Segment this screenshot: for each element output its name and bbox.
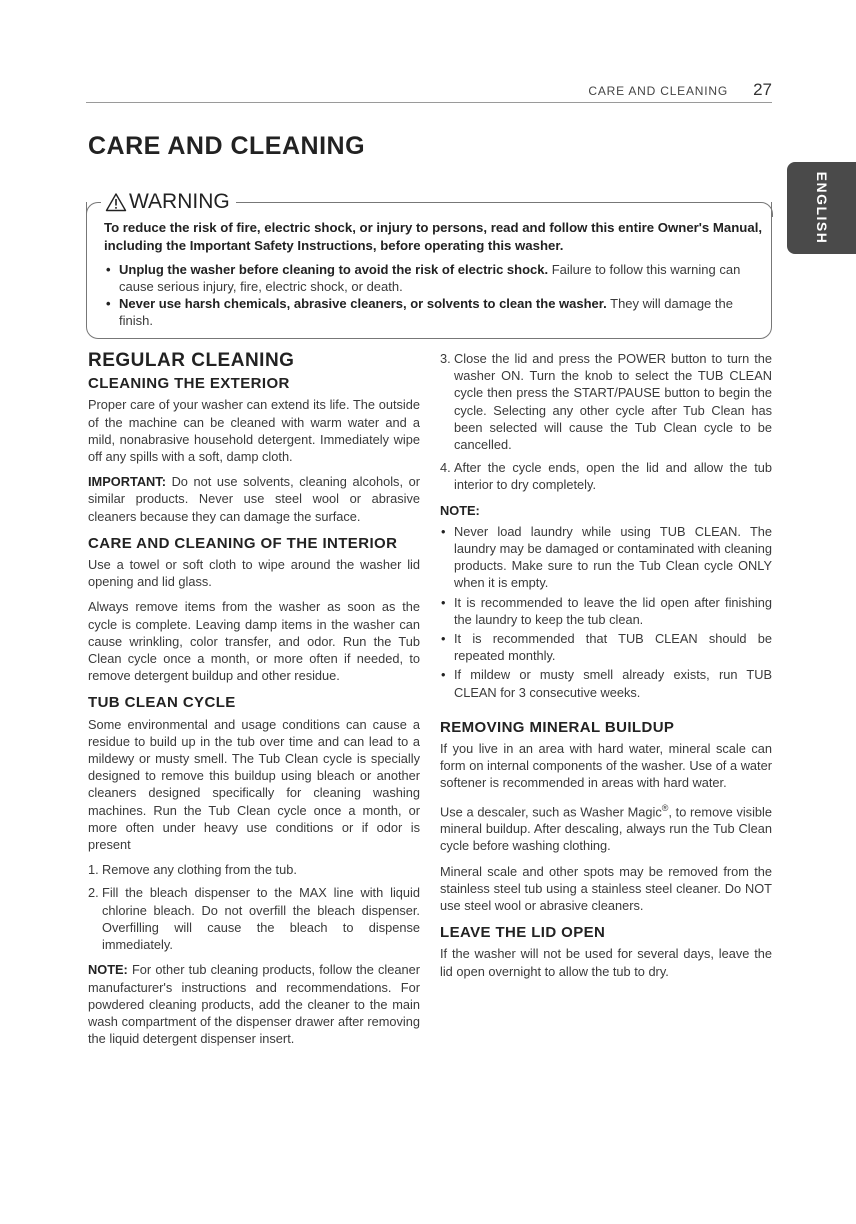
- warning-list: [104, 261, 764, 329]
- tub-clean-note: NOTE: For other tub cleaning products, follow the cleaner manufacturer's instructions and recommendations. For powdered cleaning products, add the cleaner to the main wash compartment of the dispenser drawer after removing the liquid detergent dispenser insert.: [88, 962, 420, 1047]
- warning-triangle-icon: [105, 192, 127, 212]
- tub-clean-steps-continued: [440, 350, 772, 494]
- list-item: 4. After the cycle ends, open the lid and allow the tub interior to dry completely.: [440, 460, 772, 493]
- warning-title-text: WARNING: [129, 190, 230, 213]
- list-item: • If mildew or musty smell already exists, run TUB CLEAN for 3 consecutive weeks.: [440, 666, 772, 700]
- mineral-buildup-heading: REMOVING MINERAL BUILDUP: [440, 718, 675, 736]
- mineral-paragraph-1: If you live in an area with hard water, mineral scale can form on internal components of the washer. Use of a water softener is recommended in areas with hard water.: [440, 741, 772, 791]
- interior-paragraph-1: Use a towel or soft cloth to wipe around the washer lid opening and lid glass.: [88, 557, 420, 590]
- exterior-paragraph: Proper care of your washer can extend its life. The outside of the machine can be cleaned with warm water and a mild, nonabrasive household detergent. Immediately wipe off any spills with a soft, damp cloth.: [88, 397, 420, 465]
- important-paragraph: IMPORTANT: Do not use solvents, cleaning alcohols, or similar products. Never use steel wool or abrasive cleaners because they can damage the surface.: [88, 474, 420, 524]
- exterior-heading: CLEANING THE EXTERIOR: [88, 375, 290, 393]
- list-item: • It is recommended to leave the lid open after finishing the laundry to keep the tub clean.: [440, 594, 772, 628]
- list-item: 2. Fill the bleach dispenser to the MAX line with liquid chlorine bleach. Do not overfill the bleach dispenser. Overfilling will cause the bleach to dispense immediately.: [88, 885, 420, 953]
- mineral-paragraph-3: Mineral scale and other spots may be removed from the stainless steel tub using a stainless steel cleaner. Do NOT use steel wool or abrasive cleaners.: [440, 863, 772, 913]
- regular-cleaning-heading: REGULAR CLEANING: [88, 350, 295, 371]
- header-section-title: CARE AND CLEANING: [588, 84, 728, 98]
- list-item: 1. Remove any clothing from the tub.: [88, 862, 297, 878]
- page-number: 27: [753, 80, 772, 99]
- list-item: 3. Close the lid and press the POWER button to turn the washer ON. Turn the knob to select the TUB CLEAN cycle then press the START/PAUSE button to begin the cycle. Selecting any other cycle after Tub Clean has been selected will cause the Tub Clean cycle to be cancelled.: [440, 351, 772, 453]
- tub-clean-steps: [88, 861, 420, 953]
- note-heading: NOTE:: [440, 502, 480, 518]
- warning-item: • Unplug the washer before cleaning to avoid the risk of electric shock. Failure to follow this warning can cause serious injury, fire, electric shock, or death.: [104, 261, 764, 295]
- mineral-paragraph-2: Use a descaler, such as Washer Magic®, to remove visible mineral buildup. After descaling, always run the Tub Clean cycle before washing clothing.: [440, 802, 772, 854]
- list-item: • Never load laundry while using TUB CLEAN. The laundry may be damaged or contaminated with cleaning products. Make sure to run the Tub Clean cycle ONLY when it is empty.: [440, 523, 772, 592]
- note-list: [440, 523, 772, 701]
- leave-lid-open-paragraph: If the washer will not be used for several days, leave the lid open overnight to allow the tub to dry.: [440, 946, 772, 979]
- leave-lid-open-heading: LEAVE THE LID OPEN: [440, 924, 606, 942]
- interior-heading: CARE AND CLEANING OF THE INTERIOR: [88, 534, 398, 552]
- right-column: [440, 350, 772, 988]
- language-tab: [787, 162, 856, 254]
- page-title: CARE AND CLEANING: [88, 132, 366, 160]
- warning-item: • Never use harsh chemicals, abrasive cleaners, or solvents to clean the washer. They will damage the finish.: [104, 295, 764, 329]
- warning-title: [101, 190, 234, 214]
- interior-paragraph-2: Always remove items from the washer as soon as the cycle is complete. Leaving damp items in the washer can cause wrinkling, color transfer, and odor. Run the Tub Clean cycle once a month, or more often if needed, to remove detergent buildup and other residue.: [88, 599, 420, 684]
- language-tab-label: ENGLISH: [813, 171, 830, 245]
- warning-lead: To reduce the risk of fire, electric shock, or injury to persons, read and follow this entire Owner's Manual, including the Important Safety Instructions, before operating this washer.: [104, 220, 763, 253]
- list-item: • It is recommended that TUB CLEAN should be repeated monthly.: [440, 630, 772, 664]
- tub-clean-paragraph: Some environmental and usage conditions can cause a residue to build up in the tub over time and can lead to a mildewy or musty smell. The Tub Clean cycle is specially designed to remove this buildup using bleach or another cleaners designed specifically for cleaning washing machines. Run the Tub Clean cycle once a month, or more often under heavy use conditions or if odor is present: [88, 716, 420, 853]
- tub-clean-heading: TUB CLEAN CYCLE: [88, 694, 236, 712]
- running-header: [86, 80, 772, 103]
- left-column: [88, 350, 420, 1055]
